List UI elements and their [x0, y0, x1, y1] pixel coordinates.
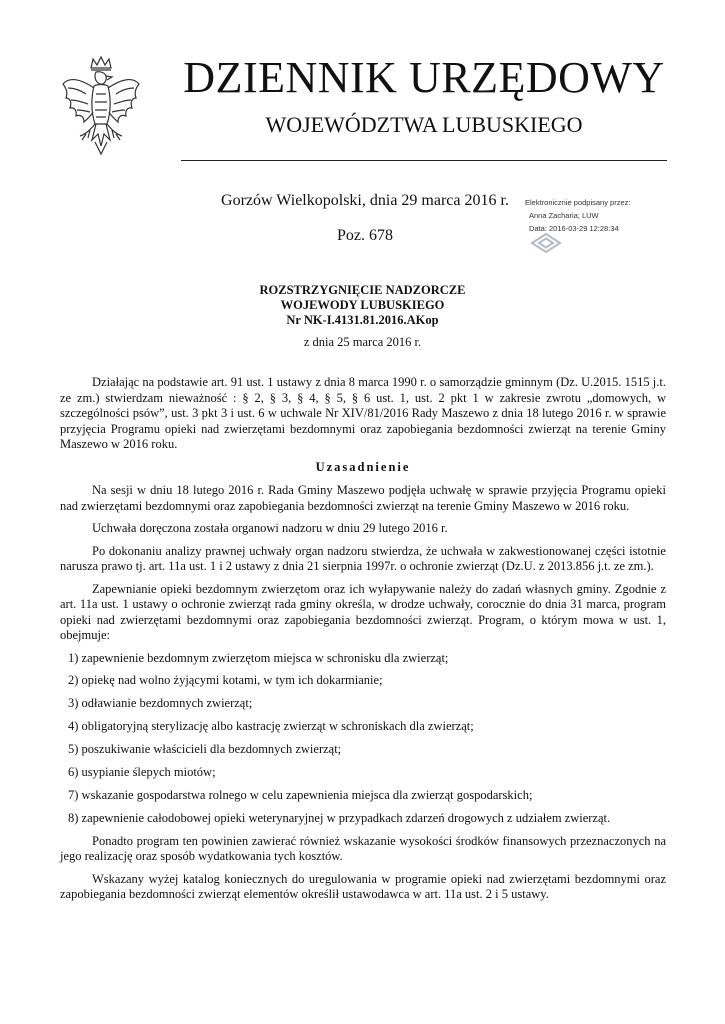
paragraph: Po dokonaniu analizy prawnej uchwały organ nadzoru stwierdza, że uchwała w zakwestionowanej części istotnie narusza prawo tj. art. 11a ust. 1 i 2 ustawy z dnia 21 sierpnia 1997r. o ochronie zwierząt (Dz.U. z 2013.856 j.t. ze zm.).: [60, 543, 666, 573]
paragraph: Zapewnianie opieki bezdomnym zwierzętom oraz ich wyłapywanie należy do zadań własnych gminy. Zgodnie z art. 11a ust. 1 ustawy o ochronie zwierząt rada gminy określa, w drodze uchwały, corocznie do dnia 31 marca, program opieki nad zwierzętami bezdomnymi oraz zapobiegania bezdomności zwierząt. Program, o którym mowa w ust. 1, obejmuje:: [60, 581, 666, 642]
polish-eagle-emblem-icon: [60, 54, 142, 164]
list-item: 4) obligatoryjną sterylizację albo kastrację zwierząt w schroniskach dla zwierząt;: [68, 719, 474, 734]
paragraph: Uchwała doręczona została organowi nadzoru w dniu 29 lutego 2016 r.: [92, 521, 448, 535]
list-item: 6) usypianie ślepych miotów;: [68, 764, 216, 779]
document-type: ROZSTRZYGNIĘCIE NADZORCZE: [259, 283, 466, 297]
paragraph: Ponadto program ten powinien zawierać również wskazanie wysokości środków finansowych przeznaczonych na jego realizację oraz sposób wydatkowania tych kosztów.: [60, 833, 666, 864]
place-and-date: Gorzów Wielkopolski, dnia 29 marca 2016 r.: [221, 192, 509, 209]
masthead-divider: [181, 160, 667, 161]
journal-title: DZIENNIK URZĘDOWY: [183, 53, 665, 102]
document-issuer: WOJEWODY LUBUSKIEGO: [280, 298, 445, 312]
intro-paragraph: Działając na podstawie art. 91 ust. 1 ustawy z dnia 8 marca 1990 r. o samorządzie gminnym (Dz. U.2015. 1515 j.t. ze zm.) stwierdzam nieważność : § 2, § 3, § 4, § 5, § 6 ust. 1, ust. 2 pkt 1 w zakresie zwrotu „domowych, w szczególności psów”, ust. 3 pkt 3 i ust. 6 w uchwale Nr XIV/81/2016 Rady Maszewo z dnia 18 lutego 2016 r. w sprawie przyjęcia Programu opieki nad zwierzętami bezdomnymi oraz zapobiegania bezdomności zwierząt na terenie Gminy Maszewo w 2016 roku.: [60, 375, 666, 451]
paragraph: Wskazany wyżej katalog koniecznych do uregulowania w programie opieki nad zwierzętami bezdomnymi oraz zapobiegania bezdomności zwierząt elementów określił ustawodawca w art. 11a ust. 2 i 5 ustawy.: [60, 871, 666, 902]
document-body: [60, 375, 666, 910]
document-number: Nr NK-I.4131.81.2016.AKop: [286, 313, 439, 327]
list-item: 7) wskazanie gospodarstwa rolnego w celu zapewnienia miejsca dla zwierząt gospodarskich;: [68, 787, 533, 802]
section-title: Uzasadnienie: [315, 459, 411, 474]
list-item: 2) opiekę nad wolno żyjącymi kotami, w tym ich dokarmianie;: [68, 673, 383, 688]
signature-label: Elektronicznie podpisany przez:: [525, 198, 631, 207]
signature-signer: Anna Zacharia; LUW: [529, 211, 599, 220]
document-heading: [140, 283, 585, 328]
list-item: 8) zapewnienie całodobowej opieki weterynaryjnej w przypadkach zdarzeń drogowych z udziałem zwierząt.: [68, 810, 611, 825]
journal-subtitle: WOJEWÓDZTWA LUBUSKIEGO: [265, 112, 583, 137]
issue-date: z dnia 25 marca 2016 r.: [303, 335, 422, 349]
list-item: 1) zapewnienie bezdomnym zwierzętom miejsca w schronisku dla zwierząt;: [68, 650, 449, 665]
list-item: 5) poszukiwanie właścicieli dla bezdomnych zwierząt;: [68, 742, 342, 757]
position-number: Poz. 678: [337, 227, 393, 244]
electronic-signature: [525, 196, 695, 235]
signature-date: Data: 2016-03-29 12:28:34: [529, 224, 619, 233]
list-item: 3) odławianie bezdomnych zwierząt;: [68, 696, 253, 711]
paragraph: Na sesji w dniu 18 lutego 2016 r. Rada Gminy Maszewo podjęła uchwałę w sprawie przyjęcia Programu opieki nad zwierzętami bezdomnymi oraz zapobiegania bezdomności zwierząt na terenie Gminy Maszewo w 2016 roku.: [60, 483, 666, 513]
program-elements-list: [60, 651, 666, 827]
e-signature-logo-icon: [530, 232, 562, 254]
